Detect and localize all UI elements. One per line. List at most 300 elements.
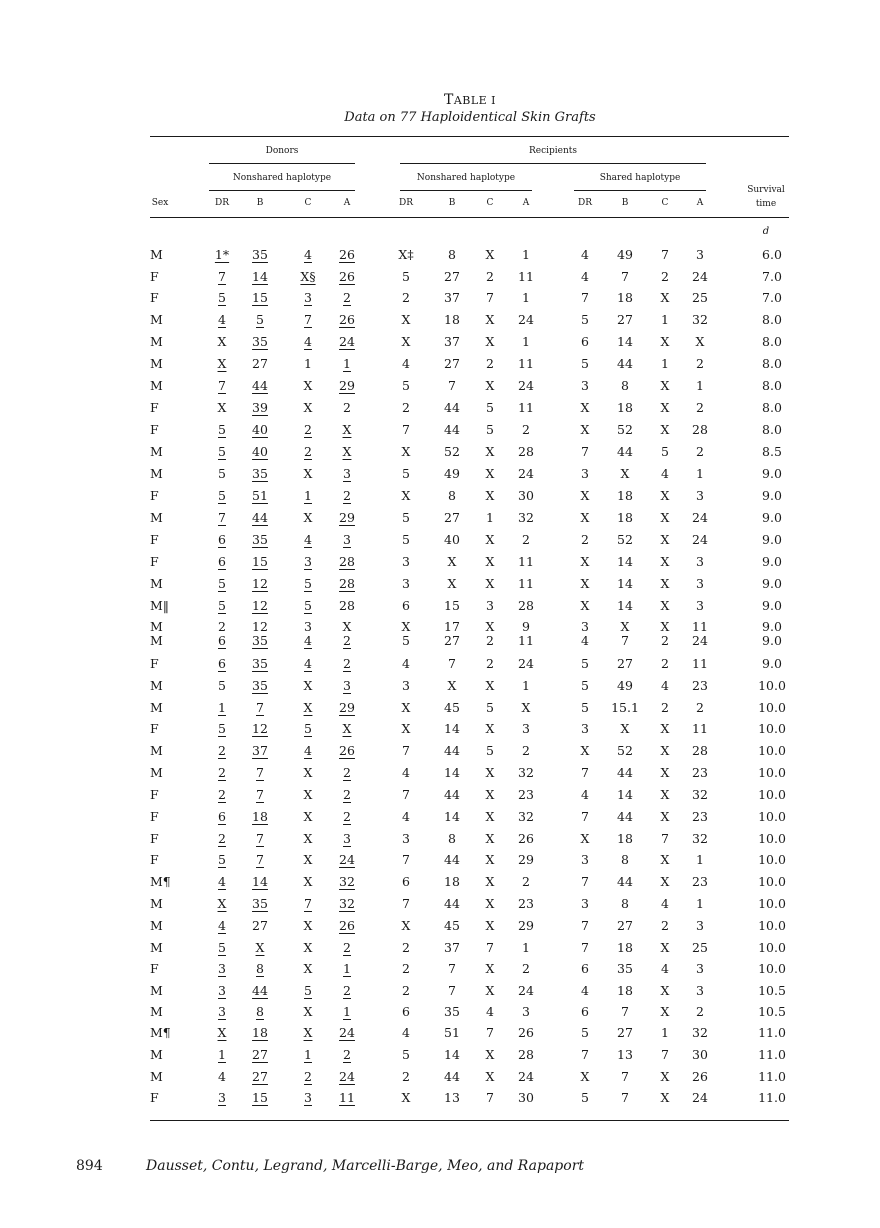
table-cell xyxy=(243,1090,277,1105)
cell-value: X xyxy=(401,334,411,349)
cell-value: 10.0 xyxy=(758,831,786,846)
cell-value: 4 xyxy=(661,466,669,481)
table-cell xyxy=(435,576,469,591)
table-cell xyxy=(243,831,277,846)
table-cell xyxy=(205,787,239,802)
cell-value: 14 xyxy=(444,721,460,736)
table-cell xyxy=(509,633,543,648)
cell-value: 44 xyxy=(252,378,268,393)
cell-value: 13 xyxy=(444,1090,460,1105)
table-cell xyxy=(473,1047,507,1062)
cell-value: 5 xyxy=(304,983,312,998)
cell-value: 3 xyxy=(304,290,312,305)
table-cell xyxy=(473,918,507,933)
cell-value: X xyxy=(401,444,411,459)
cell-value: 2 xyxy=(661,633,669,648)
sex-cell xyxy=(150,1090,184,1105)
sex-cell xyxy=(150,422,184,437)
cell-value: 7 xyxy=(661,1047,669,1062)
table-cell xyxy=(568,1069,602,1084)
cell-value: 10.0 xyxy=(758,852,786,867)
cell-value: 10.0 xyxy=(758,896,786,911)
table-cell xyxy=(683,400,717,415)
cell-value: X xyxy=(580,510,590,525)
cell-value: 44 xyxy=(444,1069,460,1084)
table-cell xyxy=(389,400,423,415)
table-cell xyxy=(568,290,602,305)
table-cell xyxy=(389,896,423,911)
cell-value: 2 xyxy=(343,765,351,780)
header-recipient-nonshared: Nonshared haplotype xyxy=(416,173,516,183)
table-cell xyxy=(291,400,325,415)
cell-value: 1 xyxy=(218,700,226,715)
table-cell xyxy=(608,290,642,305)
cell-value: 44 xyxy=(444,787,460,802)
cell-value: 28 xyxy=(339,576,355,591)
header-locus: DR xyxy=(215,198,229,208)
cell-value: 45 xyxy=(444,918,460,933)
cell-value: 27 xyxy=(617,918,633,933)
table-cell xyxy=(389,312,423,327)
table-cell xyxy=(473,809,507,824)
cell-value: 7.0 xyxy=(762,290,782,305)
table-cell xyxy=(291,554,325,569)
cell-value: 5 xyxy=(486,700,494,715)
table-cell xyxy=(330,961,364,976)
cell-value: 5 xyxy=(218,678,226,693)
table-cell xyxy=(509,269,543,284)
cell-value: 24 xyxy=(339,1025,355,1040)
table-cell xyxy=(608,1047,642,1062)
table-cell xyxy=(330,334,364,349)
table-cell xyxy=(205,874,239,889)
table-cell xyxy=(683,422,717,437)
cell-value: F xyxy=(150,554,159,569)
cell-value: 3 xyxy=(218,983,226,998)
cell-value: X xyxy=(660,334,670,349)
table-cell xyxy=(683,1004,717,1019)
table-cell xyxy=(473,983,507,998)
table-cell xyxy=(389,918,423,933)
table-cell xyxy=(435,532,469,547)
cell-value: 3 xyxy=(696,961,704,976)
cell-value: 4 xyxy=(304,633,312,648)
table-cell xyxy=(330,619,364,634)
table-cell xyxy=(608,554,642,569)
cell-value: 10.0 xyxy=(758,721,786,736)
cell-value: 7 xyxy=(402,896,410,911)
survival-cell xyxy=(747,290,797,305)
cell-value: 44 xyxy=(252,510,268,525)
table-cell xyxy=(291,356,325,371)
cell-value: X xyxy=(303,765,313,780)
cell-value: 1 xyxy=(304,488,312,503)
cell-value: 23 xyxy=(692,765,708,780)
cell-value: M xyxy=(150,743,163,758)
table-cell xyxy=(330,874,364,889)
cell-value: 37 xyxy=(252,743,268,758)
donors-rule xyxy=(209,163,355,164)
table-cell xyxy=(291,619,325,634)
cell-value: 4 xyxy=(402,1025,410,1040)
recipients-rule xyxy=(400,163,706,164)
cell-value: X xyxy=(485,983,495,998)
cell-value: 39 xyxy=(252,400,268,415)
table-cell xyxy=(568,1025,602,1040)
table-cell xyxy=(683,334,717,349)
cell-value: 24 xyxy=(692,1090,708,1105)
table-cell xyxy=(330,554,364,569)
table-cell xyxy=(330,809,364,824)
cell-value: 12 xyxy=(252,576,268,591)
table-cell xyxy=(683,488,717,503)
table-cell xyxy=(291,598,325,613)
sex-cell xyxy=(150,918,184,933)
cell-value: 10.0 xyxy=(758,940,786,955)
table-cell xyxy=(608,983,642,998)
cell-value: 14 xyxy=(444,765,460,780)
table-cell xyxy=(509,334,543,349)
table-cell xyxy=(291,700,325,715)
table-cell xyxy=(683,831,717,846)
cell-value: 5 xyxy=(581,678,589,693)
table-cell xyxy=(568,918,602,933)
cell-value: 8.0 xyxy=(762,312,782,327)
cell-value: X xyxy=(303,831,313,846)
header-locus: A xyxy=(343,198,351,208)
cell-value: X xyxy=(485,444,495,459)
cell-value: 4 xyxy=(218,1069,226,1084)
table-cell xyxy=(243,852,277,867)
table-cell xyxy=(205,510,239,525)
cell-value: 2 xyxy=(343,809,351,824)
cell-value: X xyxy=(485,787,495,802)
table-cell xyxy=(291,983,325,998)
table-cell xyxy=(683,1090,717,1105)
sex-cell xyxy=(150,787,184,802)
cell-value: 9.0 xyxy=(762,656,782,671)
table-cell xyxy=(509,400,543,415)
table-cell xyxy=(473,1025,507,1040)
table-cell xyxy=(205,940,239,955)
cell-value: 7 xyxy=(581,290,589,305)
cell-value: 10.0 xyxy=(758,918,786,933)
table-cell xyxy=(608,1090,642,1105)
cell-value: 3 xyxy=(581,721,589,736)
cell-value: 4 xyxy=(304,532,312,547)
cell-value: 4 xyxy=(304,743,312,758)
table-cell xyxy=(389,1069,423,1084)
table-cell xyxy=(291,247,325,262)
table-cell xyxy=(205,765,239,780)
table-cell xyxy=(648,700,682,715)
cell-value: 35 xyxy=(252,896,268,911)
cell-value: 3 xyxy=(402,576,410,591)
table-cell xyxy=(243,874,277,889)
cell-value: 6 xyxy=(402,874,410,889)
cell-value: X xyxy=(660,488,670,503)
table-cell xyxy=(608,765,642,780)
table-cell xyxy=(205,619,239,634)
table-cell xyxy=(389,940,423,955)
cell-value: 10.0 xyxy=(758,743,786,758)
cell-value: 5 xyxy=(304,721,312,736)
survival-cell xyxy=(747,356,797,371)
table-cell xyxy=(568,743,602,758)
cell-value: 5 xyxy=(581,1090,589,1105)
cell-value: 5 xyxy=(218,466,226,481)
cell-value: X xyxy=(303,1004,313,1019)
table-cell xyxy=(608,940,642,955)
cell-value: 5 xyxy=(581,700,589,715)
table-cell xyxy=(473,598,507,613)
table-cell xyxy=(683,532,717,547)
cell-value: X xyxy=(485,488,495,503)
table-cell xyxy=(243,269,277,284)
table-cell xyxy=(291,852,325,867)
cell-value: 44 xyxy=(444,743,460,758)
table-cell xyxy=(683,444,717,459)
table-cell xyxy=(389,290,423,305)
recipient-nonshared-rule xyxy=(400,190,532,191)
table-cell xyxy=(435,269,469,284)
cell-value: 52 xyxy=(617,743,633,758)
header-locus: B xyxy=(448,198,456,208)
sex-cell xyxy=(150,961,184,976)
cell-value: M xyxy=(150,619,163,634)
survival-cell xyxy=(747,700,797,715)
table-cell xyxy=(608,422,642,437)
table-cell xyxy=(648,918,682,933)
table-cell xyxy=(291,809,325,824)
cell-value: 49 xyxy=(617,247,633,262)
table-cell xyxy=(291,378,325,393)
table-cell xyxy=(243,765,277,780)
table-cell xyxy=(509,1004,543,1019)
table-cell xyxy=(568,334,602,349)
cell-value: 5 xyxy=(661,444,669,459)
sex-cell xyxy=(150,619,184,634)
table-cell xyxy=(608,400,642,415)
table-cell xyxy=(243,983,277,998)
table-cell xyxy=(648,940,682,955)
table-cell xyxy=(205,961,239,976)
cell-value: 9.0 xyxy=(762,576,782,591)
table-cell xyxy=(243,700,277,715)
cell-value: 27 xyxy=(617,656,633,671)
table-cell xyxy=(435,334,469,349)
cell-value: 32 xyxy=(692,1025,708,1040)
cell-value: 11 xyxy=(692,721,708,736)
cell-value: M xyxy=(150,334,163,349)
table-cell xyxy=(330,678,364,693)
table-cell xyxy=(608,809,642,824)
cell-value: 4 xyxy=(218,918,226,933)
table-cell xyxy=(509,554,543,569)
cell-value: X xyxy=(401,721,411,736)
cell-value: 26 xyxy=(692,1069,708,1084)
cell-value: 24 xyxy=(518,656,534,671)
cell-value: 3 xyxy=(696,247,704,262)
table-cell xyxy=(683,940,717,955)
cell-value: 30 xyxy=(518,1090,534,1105)
survival-cell xyxy=(747,678,797,693)
cell-value: X xyxy=(447,554,457,569)
cell-value: 2 xyxy=(486,356,494,371)
cell-value: X xyxy=(660,940,670,955)
cell-value: 44 xyxy=(617,809,633,824)
cell-value: 2 xyxy=(661,700,669,715)
table-cell xyxy=(291,918,325,933)
cell-value: 4 xyxy=(581,983,589,998)
table-cell xyxy=(473,356,507,371)
table-cell xyxy=(473,466,507,481)
table-cell xyxy=(435,831,469,846)
survival-cell xyxy=(747,852,797,867)
table-cell xyxy=(435,874,469,889)
survival-cell xyxy=(747,619,797,634)
cell-value: 49 xyxy=(444,466,460,481)
table-cell xyxy=(205,656,239,671)
cell-value: 6 xyxy=(402,598,410,613)
table-cell xyxy=(509,1069,543,1084)
cell-value: 3 xyxy=(218,1004,226,1019)
cell-value: X xyxy=(217,356,227,371)
cell-value: X xyxy=(401,488,411,503)
header-locus: C xyxy=(486,198,494,208)
table-cell xyxy=(435,983,469,998)
cell-value: 7 xyxy=(581,809,589,824)
table-cell xyxy=(435,961,469,976)
cell-value: 4 xyxy=(486,1004,494,1019)
cell-value: X xyxy=(303,400,313,415)
table-cell xyxy=(608,633,642,648)
cell-value: X xyxy=(447,678,457,693)
cell-value: 7 xyxy=(486,1025,494,1040)
cell-value: 5 xyxy=(402,1047,410,1062)
cell-value: 35 xyxy=(617,961,633,976)
cell-value: 11.0 xyxy=(758,1025,786,1040)
table-cell xyxy=(243,510,277,525)
cell-value: 7 xyxy=(621,1069,629,1084)
table-cell xyxy=(509,290,543,305)
cell-value: X xyxy=(447,576,457,591)
table-cell xyxy=(473,554,507,569)
table-cell xyxy=(473,269,507,284)
cell-value: 10.0 xyxy=(758,787,786,802)
survival-cell xyxy=(747,743,797,758)
table-cell xyxy=(291,444,325,459)
table-cell xyxy=(683,678,717,693)
survival-cell xyxy=(747,765,797,780)
cell-value: 5 xyxy=(486,422,494,437)
cell-value: M‖ xyxy=(150,598,170,613)
cell-value: X xyxy=(580,554,590,569)
cell-value: 7 xyxy=(402,787,410,802)
cell-value: 15 xyxy=(252,1090,268,1105)
table-cell xyxy=(205,700,239,715)
survival-cell xyxy=(747,961,797,976)
table-cell xyxy=(389,466,423,481)
table-cell xyxy=(389,831,423,846)
table-cell xyxy=(435,444,469,459)
table-cell xyxy=(435,290,469,305)
table-cell xyxy=(243,334,277,349)
table-cell xyxy=(509,1090,543,1105)
table-cell xyxy=(243,554,277,569)
table-cell xyxy=(648,678,682,693)
cell-value: 24 xyxy=(692,510,708,525)
table-cell xyxy=(435,510,469,525)
cell-value: 27 xyxy=(444,269,460,284)
table-cell xyxy=(568,619,602,634)
table-cell xyxy=(205,1090,239,1105)
table-cell xyxy=(291,290,325,305)
table-cell xyxy=(568,576,602,591)
cell-value: 3 xyxy=(486,598,494,613)
table-cell xyxy=(389,961,423,976)
cell-value: X xyxy=(303,678,313,693)
cell-value: 1 xyxy=(522,290,530,305)
cell-value: 18 xyxy=(617,400,633,415)
table-cell xyxy=(291,678,325,693)
table-cell xyxy=(435,619,469,634)
header-recipient-shared: Shared haplotype xyxy=(599,173,681,183)
table-cell xyxy=(243,656,277,671)
table-cell xyxy=(509,743,543,758)
cell-value: 3 xyxy=(696,918,704,933)
table-cell xyxy=(473,1069,507,1084)
cell-value: M xyxy=(150,576,163,591)
table-cell xyxy=(291,1069,325,1084)
table-cell xyxy=(291,656,325,671)
table-cell xyxy=(608,721,642,736)
cell-value: 23 xyxy=(518,787,534,802)
cell-value: F xyxy=(150,532,159,547)
header-locus: A xyxy=(696,198,704,208)
cell-value: 7 xyxy=(581,918,589,933)
cell-value: 8 xyxy=(621,378,629,393)
cell-value: 27 xyxy=(252,356,268,371)
table-cell xyxy=(389,444,423,459)
cell-value: 27 xyxy=(252,918,268,933)
cell-value: 3 xyxy=(581,619,589,634)
table-cell xyxy=(330,1025,364,1040)
table-cell xyxy=(330,918,364,933)
survival-cell xyxy=(747,422,797,437)
table-cell xyxy=(389,852,423,867)
cell-value: 14 xyxy=(444,809,460,824)
cell-value: 32 xyxy=(518,510,534,525)
cell-value: 32 xyxy=(339,874,355,889)
cell-value: 29 xyxy=(339,700,355,715)
cell-value: 7 xyxy=(448,961,456,976)
table-cell xyxy=(205,269,239,284)
table-cell xyxy=(568,510,602,525)
table-cell xyxy=(608,356,642,371)
table-cell xyxy=(608,1025,642,1040)
cell-value: 28 xyxy=(518,444,534,459)
survival-cell xyxy=(747,633,797,648)
sex-cell xyxy=(150,765,184,780)
table-cell xyxy=(473,334,507,349)
cell-value: F xyxy=(150,1090,159,1105)
cell-value: 11 xyxy=(518,633,534,648)
cell-value: 44 xyxy=(617,356,633,371)
cell-value: 15 xyxy=(444,598,460,613)
cell-value: 2 xyxy=(661,918,669,933)
cell-value: 3 xyxy=(304,1090,312,1105)
